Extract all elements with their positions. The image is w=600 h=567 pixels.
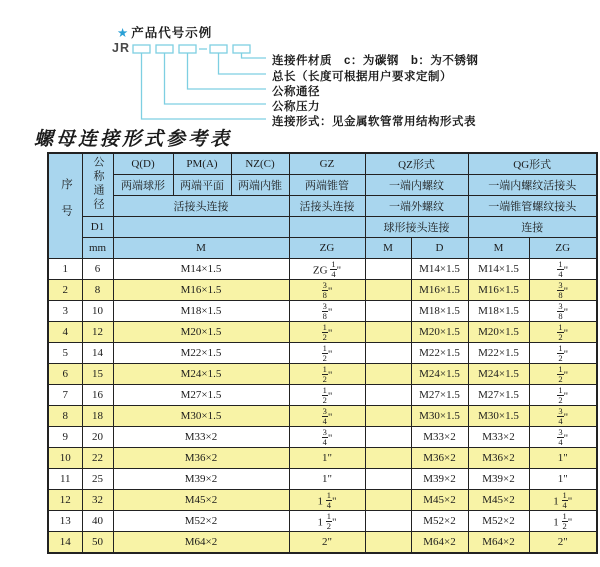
table-cell [365, 385, 411, 406]
product-code-prefix: JR [112, 41, 130, 55]
table-cell: 8 [48, 406, 82, 427]
table-cell: 25 [82, 469, 113, 490]
table-cell: M39×2 [411, 469, 468, 490]
table-cell: M33×2 [468, 427, 529, 448]
table-cell [365, 469, 411, 490]
table-cell: 1 $\frac{1}{2}$ " [529, 511, 597, 532]
table-row [48, 259, 597, 280]
table-cell: 10 [48, 448, 82, 469]
code-label-pressure: 公称压力 [272, 101, 320, 113]
table-cell: M20×1.5 [468, 322, 529, 343]
code-label-diameter: 公称通径 [272, 86, 320, 98]
table-cell: 3 [48, 301, 82, 322]
code-box-icon [156, 45, 173, 53]
header-m-union: M [113, 238, 289, 259]
table-cell: M27×1.5 [468, 385, 529, 406]
table-cell: M20×1.5 [113, 322, 289, 343]
table-cell: M45×2 [411, 490, 468, 511]
table-row [48, 490, 597, 511]
table-cell [365, 259, 411, 280]
table-cell: M36×2 [411, 448, 468, 469]
header-mm: mm [82, 238, 113, 259]
table-cell: 22 [82, 448, 113, 469]
table-cell: M16×1.5 [468, 280, 529, 301]
table-cell: M14×1.5 [113, 259, 289, 280]
header-q-desc: 两端球形 [113, 175, 173, 196]
header-col-qg: QG形式 [468, 153, 597, 175]
code-box-icon [233, 45, 250, 53]
table-cell: 1" [529, 469, 597, 490]
table-cell: M22×1.5 [468, 343, 529, 364]
table-cell [365, 532, 411, 554]
table-cell: M18×1.5 [113, 301, 289, 322]
code-box-icon [210, 45, 227, 53]
code-label-length: 总长（长度可根据用户要求定制） [272, 71, 452, 83]
table-cell: 1" [529, 448, 597, 469]
table-cell: M45×2 [113, 490, 289, 511]
nut-connection-table [47, 152, 598, 554]
header-qg-desc3: 连接 [468, 217, 597, 238]
header-d1: D1 [82, 217, 113, 238]
header-qz-desc1: 一端内螺纹 [365, 175, 468, 196]
table-cell: $\frac{3}{4}$ " [529, 427, 597, 448]
code-label-material: 连接件材质 c：为碳钢 b：为不锈钢 [272, 55, 479, 67]
table-cell: M16×1.5 [113, 280, 289, 301]
table-cell [365, 364, 411, 385]
table-cell: $\frac{3}{8}$ " [289, 301, 365, 322]
table-cell: M20×1.5 [411, 322, 468, 343]
header-qg-desc1: 一端内螺纹活接头 [468, 175, 597, 196]
table-cell: $\frac{1}{4}$ " [529, 259, 597, 280]
table-cell: M64×2 [113, 532, 289, 554]
table-cell: 4 [48, 322, 82, 343]
header-col-qz: QZ形式 [365, 153, 468, 175]
table-row [48, 532, 597, 554]
header-col-q: Q(D) [113, 153, 173, 175]
table-cell: 32 [82, 490, 113, 511]
table-cell: 1 $\frac{1}{4}$ " [529, 490, 597, 511]
table-row [48, 385, 597, 406]
table-row [48, 343, 597, 364]
table-cell: 12 [48, 490, 82, 511]
table-cell: 50 [82, 532, 113, 554]
table-cell: 1 [48, 259, 82, 280]
header-qz-desc2: 一端外螺纹 [365, 196, 468, 217]
table-cell: 2" [529, 532, 597, 554]
header-pm-desc: 两端平面 [173, 175, 231, 196]
product-code-diagram [0, 0, 600, 130]
table-cell [365, 406, 411, 427]
header-union-connection: 活接头连接 [113, 196, 289, 217]
table-cell: 6 [82, 259, 113, 280]
header-qg-zg: ZG [529, 238, 597, 259]
table-cell: 1" [289, 469, 365, 490]
table-cell: 2 [48, 280, 82, 301]
table-cell [365, 343, 411, 364]
table-cell: 1" [289, 448, 365, 469]
header-nz-desc: 两端内锥 [231, 175, 289, 196]
table-cell: ZG $\frac{1}{4}$ " [289, 259, 365, 280]
table-cell: 10 [82, 301, 113, 322]
header-qz-d: D [411, 238, 468, 259]
star-icon: ★ [117, 26, 130, 40]
table-cell: M45×2 [468, 490, 529, 511]
table-row [48, 322, 597, 343]
table-cell [365, 490, 411, 511]
table-cell: M36×2 [113, 448, 289, 469]
table-cell: M22×1.5 [113, 343, 289, 364]
table-cell: $\frac{3}{4}$ " [529, 406, 597, 427]
table-body [48, 259, 597, 554]
table-cell: M27×1.5 [411, 385, 468, 406]
table-cell: 6 [48, 364, 82, 385]
table-cell: $\frac{3}{8}$ " [529, 280, 597, 301]
table-cell: $\frac{1}{2}$ " [289, 322, 365, 343]
table-cell: 1 $\frac{1}{4}$ " [289, 490, 365, 511]
table-cell: M52×2 [468, 511, 529, 532]
table-cell: M64×2 [411, 532, 468, 554]
table-cell: M30×1.5 [113, 406, 289, 427]
table-row [48, 406, 597, 427]
table-cell: M39×2 [113, 469, 289, 490]
table-cell: M24×1.5 [468, 364, 529, 385]
header-col-gz: GZ [289, 153, 365, 175]
table-cell: $\frac{3}{4}$ " [289, 406, 365, 427]
table-row [48, 511, 597, 532]
table-cell: 14 [82, 343, 113, 364]
header-col-pm: PM(A) [173, 153, 231, 175]
table-cell: 1 $\frac{1}{2}$ " [289, 511, 365, 532]
table-cell: M16×1.5 [411, 280, 468, 301]
table-cell: $\frac{1}{2}$ " [529, 364, 597, 385]
table-cell: M52×2 [113, 511, 289, 532]
table-row [48, 427, 597, 448]
table-cell: $\frac{3}{4}$ " [289, 427, 365, 448]
table-cell: $\frac{1}{2}$ " [529, 343, 597, 364]
table-title: 螺母连接形式参考表 [34, 129, 233, 150]
table-cell: M18×1.5 [468, 301, 529, 322]
table-cell: 5 [48, 343, 82, 364]
code-label-connection: 连接形式：见金属软管常用结构形式表 [272, 116, 476, 128]
table-cell: M14×1.5 [411, 259, 468, 280]
table-cell: 13 [48, 511, 82, 532]
table-cell: 40 [82, 511, 113, 532]
table-cell: 16 [82, 385, 113, 406]
table-cell: M36×2 [468, 448, 529, 469]
table-cell: $\frac{1}{2}$ " [289, 364, 365, 385]
table-cell [365, 427, 411, 448]
table-cell: 9 [48, 427, 82, 448]
table-row [48, 469, 597, 490]
header-empty-cell [113, 217, 289, 238]
code-box-icon [133, 45, 150, 53]
table-row [48, 448, 597, 469]
product-code-heading [117, 23, 212, 41]
table-cell: 20 [82, 427, 113, 448]
product-code-heading-text: 产品代号示例 [131, 26, 213, 40]
header-col-nz: NZ(C) [231, 153, 289, 175]
table-cell: $\frac{1}{2}$ " [289, 343, 365, 364]
table-cell: 2" [289, 532, 365, 554]
header-qg-m: M [468, 238, 529, 259]
table-cell: 18 [82, 406, 113, 427]
table-cell: 12 [82, 322, 113, 343]
table-cell: 15 [82, 364, 113, 385]
table-cell: $\frac{1}{2}$ " [529, 385, 597, 406]
table-cell: M30×1.5 [468, 406, 529, 427]
table-cell: $\frac{1}{2}$ " [529, 322, 597, 343]
table-cell: M27×1.5 [113, 385, 289, 406]
table-row [48, 364, 597, 385]
table-cell: M64×2 [468, 532, 529, 554]
header-empty-cell [289, 217, 365, 238]
table-cell [365, 322, 411, 343]
table-cell: $\frac{1}{2}$ " [289, 385, 365, 406]
code-box-icon [179, 45, 196, 53]
table-cell: M14×1.5 [468, 259, 529, 280]
table-cell: M39×2 [468, 469, 529, 490]
header-gz-union: 活接头连接 [289, 196, 365, 217]
table-cell [365, 448, 411, 469]
header-gz-desc: 两端锥管 [289, 175, 365, 196]
table-cell: 14 [48, 532, 82, 554]
table-cell: 8 [82, 280, 113, 301]
header-zg-gz: ZG [289, 238, 365, 259]
table-row [48, 301, 597, 322]
table-cell: M33×2 [411, 427, 468, 448]
table-cell: 11 [48, 469, 82, 490]
table-cell: M22×1.5 [411, 343, 468, 364]
table-cell: M24×1.5 [411, 364, 468, 385]
table-cell: 7 [48, 385, 82, 406]
header-qz-m: M [365, 238, 411, 259]
table-cell [365, 511, 411, 532]
table-cell: M24×1.5 [113, 364, 289, 385]
table-cell: M18×1.5 [411, 301, 468, 322]
header-nominal-diameter: 公称通径 [82, 153, 113, 217]
header-qz-desc3: 球形接头连接 [365, 217, 468, 238]
table-cell [365, 280, 411, 301]
table-cell: M52×2 [411, 511, 468, 532]
header-serial: 序号 [48, 153, 82, 259]
table-cell: $\frac{3}{8}$ " [289, 280, 365, 301]
table-cell: M33×2 [113, 427, 289, 448]
table-row [48, 280, 597, 301]
table-cell [365, 301, 411, 322]
table-cell: M30×1.5 [411, 406, 468, 427]
table-cell: $\frac{3}{8}$ " [529, 301, 597, 322]
header-qg-desc2: 一端锥管螺纹接头 [468, 196, 597, 217]
